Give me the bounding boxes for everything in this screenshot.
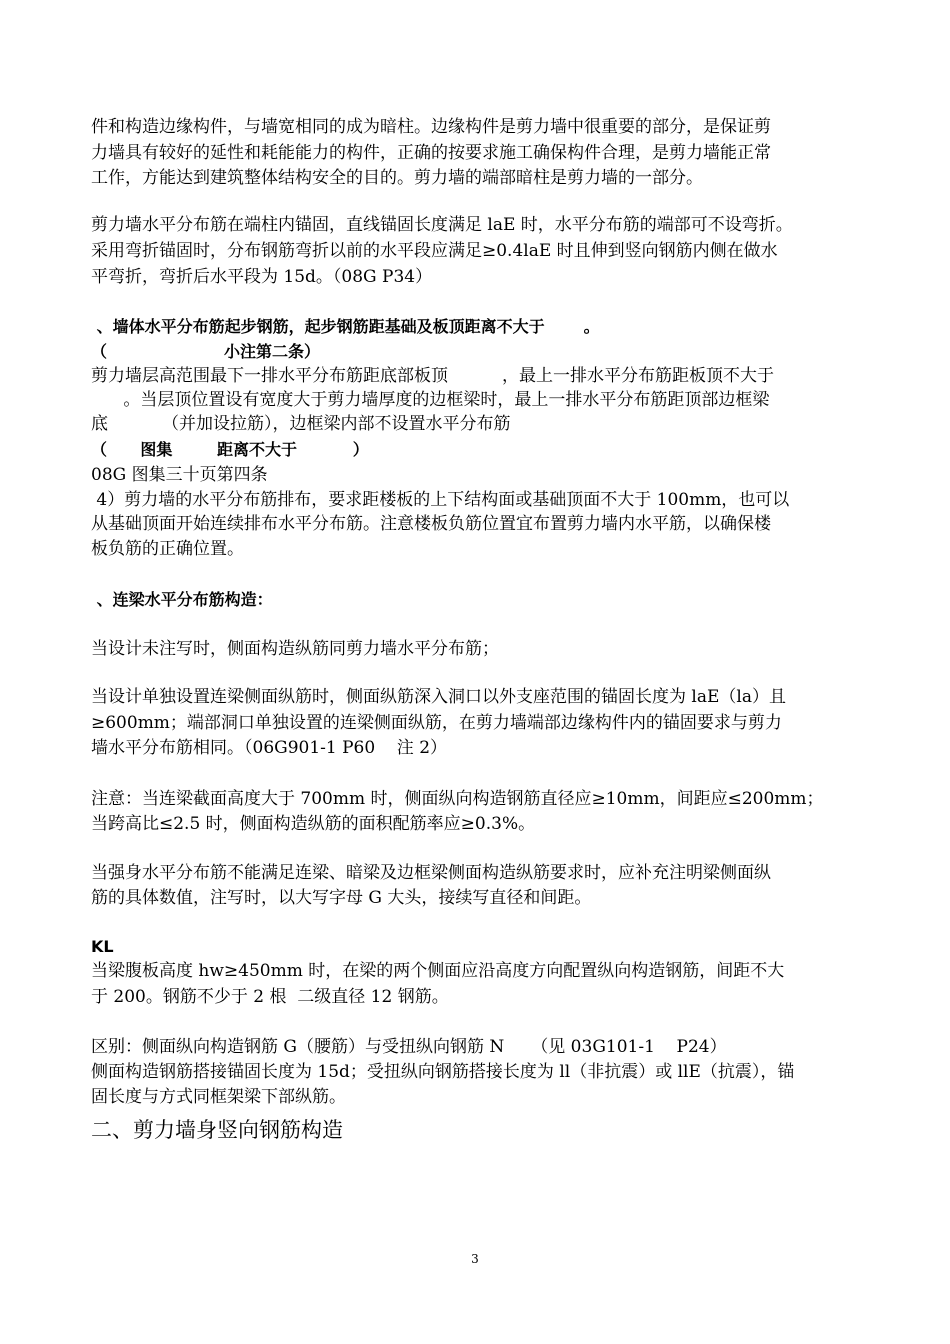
section-heading: 、连梁水平分布筋构造：: [91, 590, 273, 609]
text-line: 4）剪力墙的水平分布筋排布，要求距楼板的上下结构面或基础顶面不大于 100mm，也可以: [91, 490, 790, 510]
text-line: 采用弯折锚固时，分布钢筋弯折以前的水平段应满足≥0.4laE 时且伸到竖向钢筋内侧在做水: [91, 241, 778, 261]
text-line: 固长度与方式同框架梁下部纵筋。: [91, 1087, 346, 1107]
text-line: 剪力墙层高范围最下一排水平分布筋距底部板顶 ，最上一排水平分布筋距板顶不大于: [91, 366, 775, 386]
text-line: （ 小注第二条）: [91, 342, 320, 361]
text-line: ≥600mm；端部洞口单独设置的连梁侧面纵筋，在剪力墙端部边缘构件内的锚固要求与剪力: [91, 713, 782, 733]
text-line: 件和构造边缘构件，与墙宽相同的成为暗柱。边缘构件是剪力墙中很重要的部分，是保证剪: [91, 117, 771, 137]
section-heading: 、墙体水平分布筋起步钢筋，起步钢筋距基础及板顶距离不大于 。: [91, 317, 600, 336]
text-line: 从基础顶面开始连续排布水平分布筋。注意楼板负筋位置宜布置剪力墙内水平筋，以确保楼: [91, 514, 771, 534]
text-line: 板负筋的正确位置。: [91, 539, 244, 559]
text-line: 于 200。钢筋不少于 2 根 二级直径 12 钢筋。: [91, 987, 449, 1007]
text-line: 墙水平分布筋相同。（06G901-1 P60 注 2）: [91, 738, 448, 758]
text-line: 筋的具体数值，注写时，以大写字母 G 大头，接续写直径和间距。: [91, 888, 592, 908]
text-line: 侧面构造钢筋搭接锚固长度为 15d；受扭纵向钢筋搭接长度为 ll（非抗震）或 llE（抗震），锚: [91, 1062, 795, 1082]
text-line: 区别：侧面纵向构造钢筋 G（腰筋）与受扭纵向钢筋 N （见 03G101-1 P24）: [91, 1037, 727, 1057]
text-line: 剪力墙水平分布筋在端柱内锚固，直线锚固长度满足 laE 时，水平分布筋的端部可不设弯折。: [91, 215, 793, 235]
text-line: （ 图集 距离不大于 ）: [91, 440, 369, 459]
text-line: 注意：当连梁截面高度大于 700mm 时，侧面纵向构造钢筋直径应≥10mm，间距应≤200mm；: [91, 789, 824, 809]
label-kl: KL: [91, 937, 114, 956]
text-line: 当设计单独设置连梁侧面纵筋时，侧面纵筋深入洞口以外支座范围的锚固长度为 laE（la）且: [91, 687, 786, 707]
text-line: 当梁腹板高度 hw≥450mm 时，在梁的两个侧面应沿高度方向配置纵向构造钢筋，间距不大: [91, 961, 785, 981]
text-line: 当设计未注写时，侧面构造纵筋同剪力墙水平分布筋；: [91, 639, 499, 659]
text-line: 08G 图集三十页第四条: [91, 465, 268, 485]
text-line: 。当层顶位置设有宽度大于剪力墙厚度的边框梁时，最上一排水平分布筋距顶部边框梁: [91, 390, 770, 410]
chapter-heading: 二、剪力墙身竖向钢筋构造: [91, 1118, 343, 1142]
text-line: 平弯折，弯折后水平段为 15d。（08G P34）: [91, 267, 433, 287]
text-line: 当强身水平分布筋不能满足连梁、暗梁及边框梁侧面构造纵筋要求时，应补充注明梁侧面纵: [91, 863, 771, 883]
text-line: 当跨高比≤2.5 时，侧面构造纵筋的面积配筋率应≥0.3%。: [91, 814, 536, 834]
text-line: 底 （并加设拉筋），边框梁内部不设置水平分布筋: [91, 414, 511, 434]
text-line: 工作，方能达到建筑整体结构安全的目的。剪力墙的端部暗柱是剪力墙的一部分。: [91, 168, 703, 188]
page-number: 3: [471, 1252, 479, 1266]
text-line: 力墙具有较好的延性和耗能能力的构件，正确的按要求施工确保构件合理，是剪力墙能正常: [91, 143, 771, 163]
